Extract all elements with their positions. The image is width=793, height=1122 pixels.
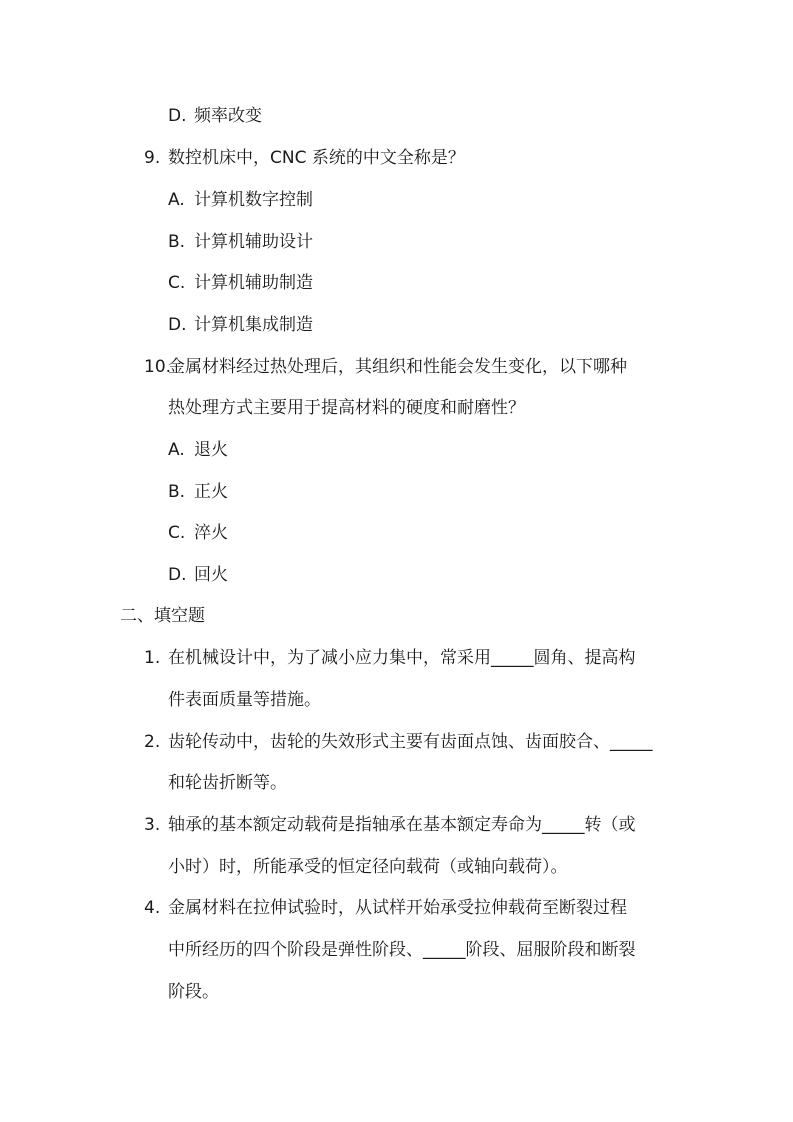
q10-option-b-text: 正火 [194,482,228,502]
fill-2-line1: 齿轮传动中，齿轮的失效形式主要有齿面点蚀、齿面胶合、_____ [168,732,653,752]
q10-option-b [168,480,228,504]
q9-option-a-letter: A. [168,190,185,210]
q10-option-d-letter: D. [168,565,187,585]
q9-option-c-letter: C. [168,273,186,293]
q10-option-c-text: 淬火 [194,523,228,543]
fill-1-line2: 件表面质量等措施。 [168,690,321,710]
q9-option-a [168,188,313,212]
fill-4-number: 4. [144,898,161,918]
fill-3-line1: 轴承的基本额定动载荷是指轴承在基本额定寿命为_____转（或 [168,815,636,835]
q10-stem-line2: 热处理方式主要用于提高材料的硬度和耐磨性？ [168,398,525,418]
q10-option-a-text: 退火 [194,440,228,460]
q9-option-b-letter: B. [168,232,186,252]
section-heading-fill-in: 二、填空题 [120,606,205,626]
q10-stem-line1: 金属材料经过热处理后，其组织和性能会发生变化，以下哪种 [168,357,627,377]
fill-2-number: 2. [144,732,161,752]
q8-option-d-letter: D. [168,106,187,126]
fill-2-line2: 和轮齿折断等。 [168,773,287,793]
q9-option-c-text: 计算机辅助制造 [194,273,313,293]
q10-number: 10. [144,357,172,377]
q9-number: 9. [144,148,161,168]
q9-stem: 数控机床中，CNC 系统的中文全称是？ [168,148,465,168]
fill-4-line1: 金属材料在拉伸试验时，从试样开始承受拉伸载荷至断裂过程 [168,898,627,918]
q9-option-c [168,271,313,295]
q10-option-c [168,521,228,545]
q8-option-d-text: 频率改变 [194,106,262,126]
fill-4-line3: 阶段。 [168,982,219,1002]
q9-option-d-letter: D. [168,315,187,335]
q10-option-c-letter: C. [168,523,186,543]
q9-option-b [168,230,313,254]
fill-1-line1: 在机械设计中，为了减小应力集中，常采用_____圆角、提高构 [168,648,636,668]
q9-option-d [168,313,313,337]
fill-3-line2: 小时）时，所能承受的恒定径向载荷（或轴向载荷）。 [168,857,568,877]
q10-option-a [168,438,228,462]
q8-option-d [168,104,262,128]
fill-3-number: 3. [144,815,161,835]
q9-option-a-text: 计算机数字控制 [194,190,313,210]
q10-option-b-letter: B. [168,482,186,502]
q10-option-a-letter: A. [168,440,185,460]
fill-4-line2: 中所经历的四个阶段是弹性阶段、_____阶段、屈服阶段和断裂 [168,940,636,960]
q10-option-d [168,563,228,587]
fill-1-number: 1. [144,648,161,668]
q9-option-b-text: 计算机辅助设计 [194,232,313,252]
q9-option-d-text: 计算机集成制造 [194,315,313,335]
q10-option-d-text: 回火 [194,565,228,585]
